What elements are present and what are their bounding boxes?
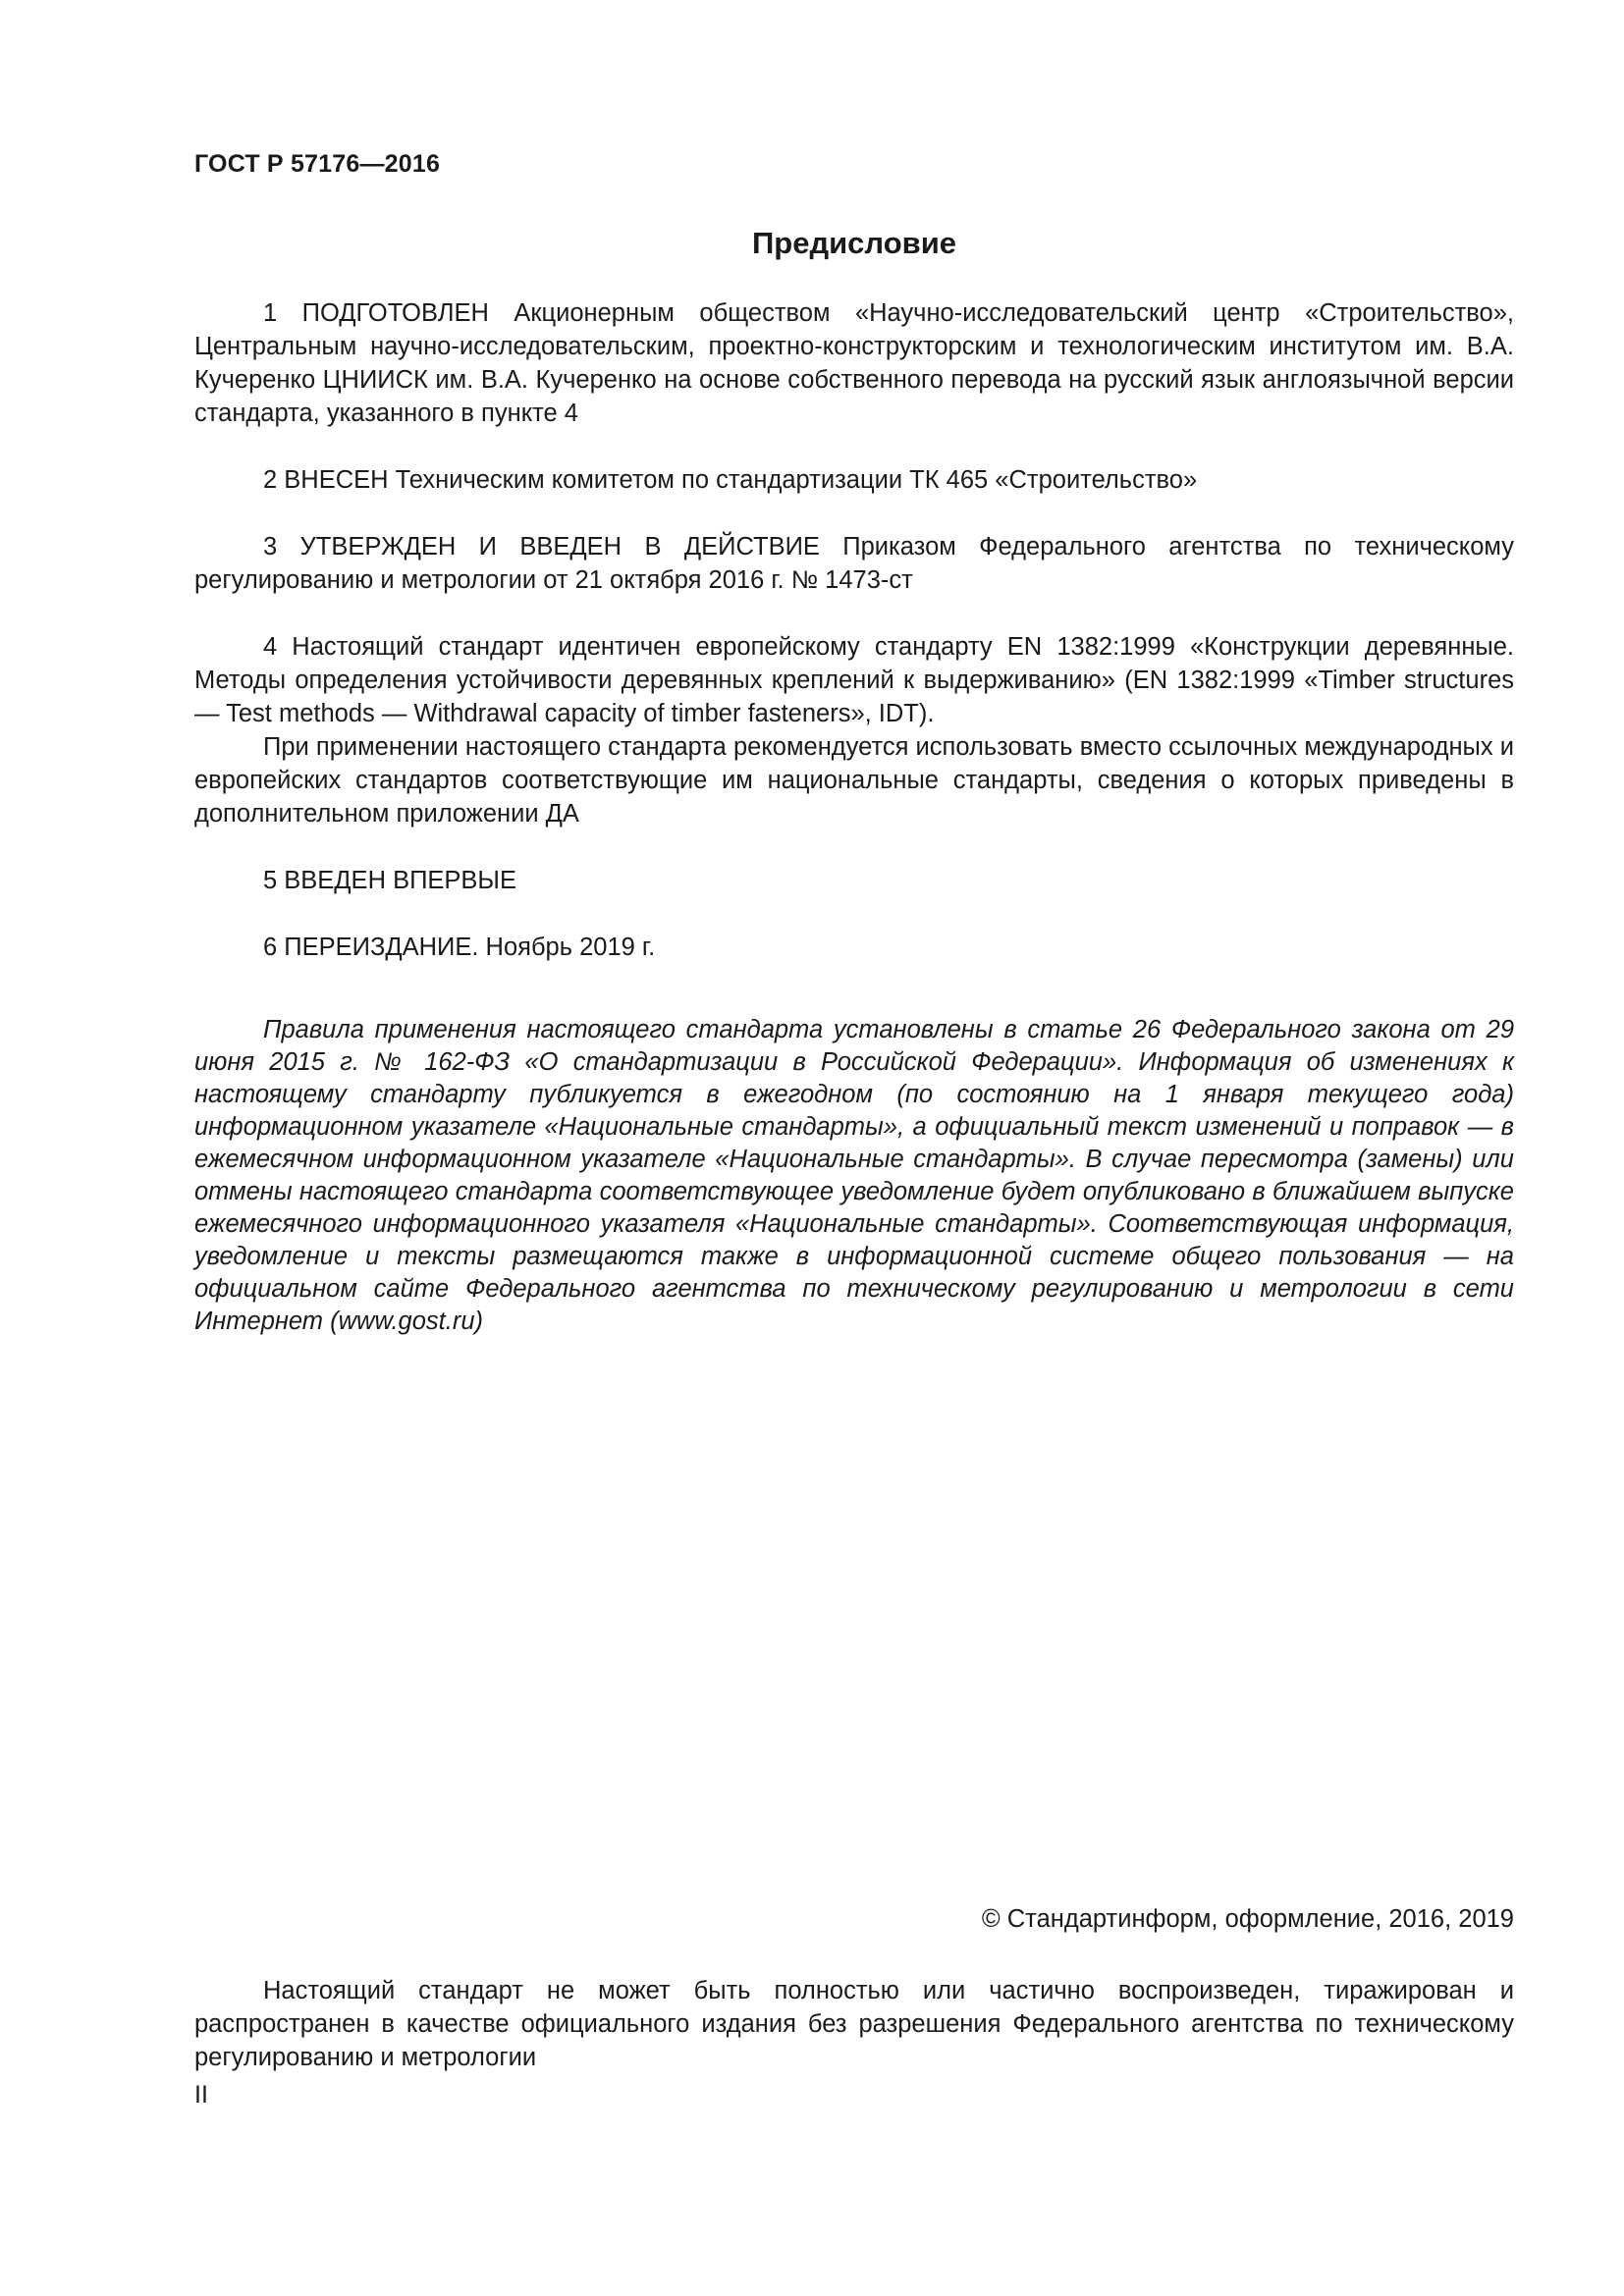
page-number: II: [194, 2081, 208, 2109]
item-2-introduced: 2 ВНЕСЕН Техническим комитетом по стандартизации ТК 465 «Строительство»: [263, 466, 1198, 494]
rules-notice-block: [194, 1014, 1514, 1338]
item-1-prepared: 1 ПОДГОТОВЛЕН Акционерным обществом «Научно-исследовательский центр «Строительство», Центральным научно-исследовательским, проектно-конструкторским и технологическим институтом им. В.А. Кучеренко ЦНИИСК им. В.А. Кучеренко на основе собственного перевода на русский язык англоязычной версии стандарта, указанного в пункте 4: [194, 299, 1514, 427]
document-code: ГОСТ Р 57176—2016: [194, 150, 441, 178]
reproduction-notice-block: [194, 1974, 1514, 2074]
reproduction-notice: Настоящий стандарт не может быть полностью или частично воспроизведен, тиражирован и распространен в качестве официального издания без разрешения Федерального агентства по техническому регулированию и метрологии: [194, 1977, 1514, 2071]
page-title: Предисловие: [751, 226, 956, 260]
rules-notice: Правила применения настоящего стандарта установлены в статье 26 Федерального закона от 29 июня 2015 г. № 162-ФЗ «О стандартизации в Российской Федерации». Информация об изменениях к настоящему стандарту публикуется в ежегодном (по состоянию на 1 января текущего года) информационном указателе «Национальные стандарты», а официальный текст изменений и поправок — в ежемесячном информационном указателе «Национальные стандарты». В случае пересмотра (замены) или отмены настоящего стандарта соответствующее уведомление будет опубликовано в ближайшем выпуске ежемесячного информационного указателя «Национальные стандарты». Соответствующая информация, уведомление и тексты размещаются также в информационной системе общего пользования — на официальном сайте Федерального агентства по техническому регулированию и метрологии в сети Интернет (www.gost.ru): [194, 1016, 1514, 1335]
foreword-items: [194, 296, 1514, 964]
item-4-identical: 4 Настоящий стандарт идентичен европейскому стандарту EN 1382:1999 «Конструкции деревянные. Методы определения устойчивости деревянных креплений к выдерживанию» (EN 1382:1999 «Timber structures — Test methods — Withdrawal capacity of timber fasteners», IDT).: [194, 633, 1514, 727]
item-5-first-introduced: 5 ВВЕДЕН ВПЕРВЫЕ: [263, 867, 517, 894]
copyright-line: © Стандартинформ, оформление, 2016, 2019: [981, 1905, 1514, 1933]
item-4-recommendation: При применении настоящего стандарта рекомендуется использовать вместо ссылочных международных и европейских стандартов соответствующие им национальные стандарты, сведения о которых приведены в дополнительном приложении ДА: [194, 733, 1514, 828]
item-6-reissue: 6 ПЕРЕИЗДАНИЕ. Ноябрь 2019 г.: [263, 934, 656, 961]
item-3-approved: 3 УТВЕРЖДЕН И ВВЕДЕН В ДЕЙСТВИЕ Приказом Федерального агентства по техническому регулированию и метрологии от 21 октября 2016 г. № 1473-ст: [194, 533, 1514, 594]
